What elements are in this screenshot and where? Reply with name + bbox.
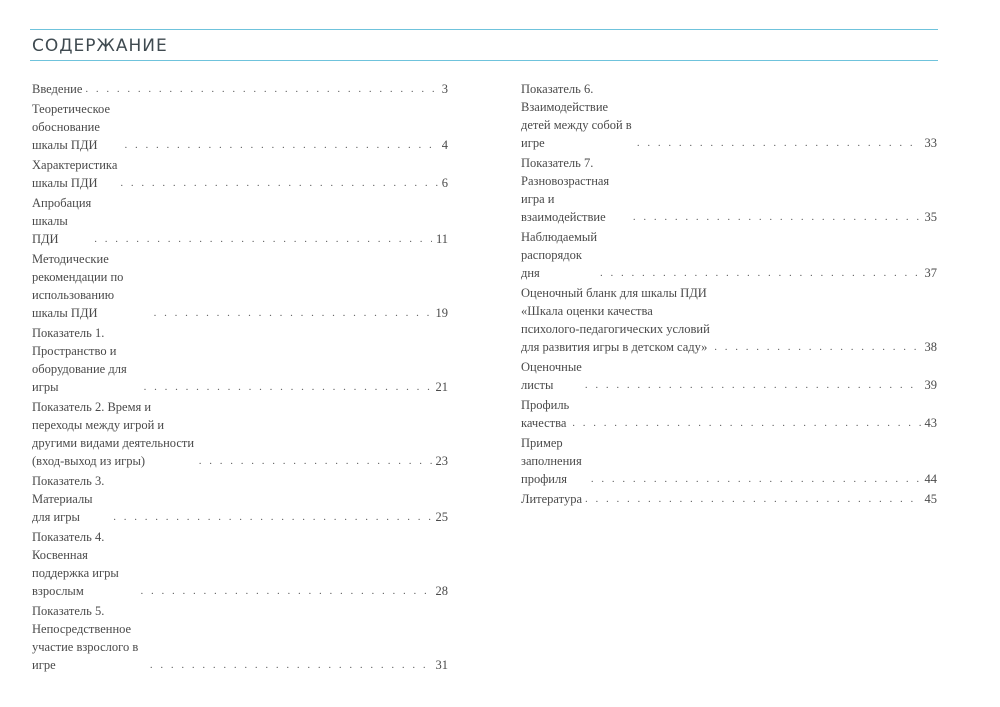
dot-leader [138, 582, 432, 600]
toc-entry-title: Пример заполнения профиля [521, 436, 582, 486]
toc-entry-title: Апробация шкалы ПДИ [32, 196, 92, 246]
toc-entry-title: Наблюдаемый распорядок дня [521, 230, 598, 280]
toc-entry-page: 33 [924, 136, 937, 150]
dot-leader [110, 508, 431, 526]
toc-entry-page: 21 [435, 380, 448, 394]
toc-entry[interactable] [521, 80, 937, 152]
toc-entry-page: 6 [441, 176, 448, 190]
toc-entry-page: 44 [924, 472, 937, 486]
toc-entry[interactable] [32, 156, 448, 192]
dot-leader [151, 304, 432, 322]
toc-entry-page: 37 [924, 266, 937, 280]
toc-entry-page: 39 [924, 378, 937, 392]
toc-right-column [521, 80, 937, 510]
toc-entry-title: Показатель 3. Материалы для игры [32, 474, 105, 524]
toc-entry-page: 19 [435, 306, 448, 320]
dot-leader [117, 174, 437, 192]
toc-entry[interactable] [521, 434, 937, 488]
toc-entry-title: Характеристика шкалы ПДИ [32, 158, 118, 190]
toc-entry-page: 25 [435, 510, 448, 524]
dot-leader [582, 490, 921, 508]
dot-leader [196, 452, 432, 470]
toc-entry[interactable] [32, 398, 448, 470]
toc-entry[interactable] [32, 194, 448, 248]
dot-leader [582, 376, 921, 394]
toc-entry[interactable] [32, 250, 448, 322]
dot-leader [634, 134, 921, 152]
toc-entry[interactable] [521, 358, 937, 394]
dot-leader [141, 378, 432, 396]
toc-entry-page: 4 [441, 138, 448, 152]
toc-entry[interactable] [521, 490, 937, 508]
toc-left-column [32, 80, 448, 676]
heading-rule [30, 60, 938, 61]
toc-entry-title: Показатель 5. Непосредственное участие взрослого в игре [32, 604, 139, 672]
toc-entry[interactable] [32, 324, 448, 396]
toc-entry-page: 3 [441, 82, 448, 96]
toc-entry-title: Методические рекомендации по использованию шкалы ПДИ [32, 252, 124, 320]
toc-entry-page: 31 [435, 658, 448, 672]
toc-entry-title: Показатель 7. Разновозрастная игра и взаимодействие [521, 156, 610, 224]
toc-entry[interactable] [32, 602, 448, 674]
dot-leader [597, 264, 920, 282]
toc-entry[interactable] [32, 80, 448, 98]
toc-entry[interactable] [521, 228, 937, 282]
toc-entry[interactable] [521, 154, 937, 226]
toc-entry-page: 35 [924, 210, 937, 224]
dot-leader [82, 80, 437, 98]
dot-leader [122, 136, 438, 154]
toc-entry-title: Теоретическое обоснование шкалы ПДИ [32, 102, 110, 152]
toc-entry-title: Показатель 6. Взаимодействие детей между собой в игре [521, 82, 632, 150]
toc-entry[interactable] [521, 396, 937, 432]
toc-entry-title: Введение [32, 82, 83, 96]
top-rule [30, 29, 938, 30]
toc-entry[interactable] [32, 472, 448, 526]
toc-entry[interactable] [32, 100, 448, 154]
dot-leader [630, 208, 921, 226]
toc-entry-title: Показатель 1. Пространство и оборудование для игры [32, 326, 127, 394]
toc-entry-page: 45 [924, 492, 937, 506]
toc-entry-page: 28 [435, 584, 448, 598]
toc-entry-page: 11 [435, 232, 448, 246]
dot-leader [588, 470, 921, 488]
toc-entry-page: 43 [924, 416, 937, 430]
toc-entry-title: Показатель 2. Время и переходы между игрой и другими видами деятельности (вход-выход из игры) [32, 400, 195, 468]
toc-entry-page: 23 [435, 454, 448, 468]
dot-leader [711, 338, 920, 356]
contents-heading: СОДЕРЖАНИЕ [32, 36, 168, 56]
toc-entry-title: Показатель 4. Косвенная поддержка игры взрослым [32, 530, 119, 598]
dot-leader [147, 656, 432, 674]
dot-leader [91, 230, 432, 248]
toc-entry-title: Литература [521, 492, 582, 506]
toc-entry-title: Оценочный бланк для шкалы ПДИ «Шкала оценки качества психолого-педагогических условий для развития игры в детском саду» [521, 286, 710, 354]
toc-entry-page: 38 [924, 340, 937, 354]
dot-leader [569, 414, 920, 432]
toc-entry[interactable] [32, 528, 448, 600]
toc-entry-title: Профиль качества [521, 398, 570, 430]
toc-entry[interactable] [521, 284, 937, 356]
toc-entry-title: Оценочные листы [521, 360, 582, 392]
